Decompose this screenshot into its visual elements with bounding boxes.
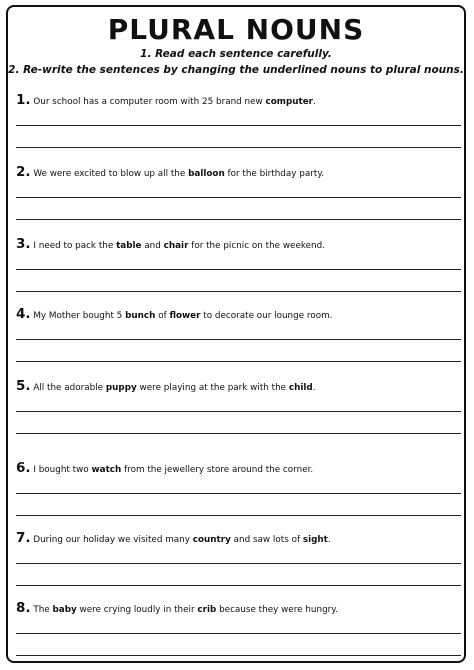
question-2 [16, 163, 461, 223]
sentence-text: because they were hungry. [216, 605, 339, 615]
sentence-text: of [155, 311, 170, 321]
answer-line[interactable] [16, 147, 461, 148]
answer-line[interactable] [16, 585, 461, 586]
question-1 [16, 91, 461, 151]
question-sentence [16, 377, 461, 397]
answer-line[interactable] [16, 361, 461, 362]
question-sentence [16, 459, 461, 479]
target-noun: table [116, 241, 142, 251]
question-8 [16, 599, 461, 659]
sentence-text: I bought two [30, 465, 92, 475]
question-number: 3. [16, 236, 31, 252]
sentence-text: and saw lots of [230, 535, 303, 545]
question-4 [16, 305, 461, 365]
question-sentence [16, 529, 461, 549]
sentence-text: I need to pack the [30, 241, 117, 251]
target-noun: flower [169, 311, 201, 321]
worksheet [6, 5, 466, 663]
question-sentence [16, 91, 461, 111]
sentence-text: During our holiday we visited many [30, 535, 193, 545]
question-number: 4. [16, 306, 31, 322]
instruction-1: 1. Read each sentence carefully. [140, 48, 332, 60]
instruction-2: 2. Re-write the sentences by changing the underlined nouns to plural nouns. [8, 64, 464, 76]
answer-line[interactable] [16, 433, 461, 434]
target-noun: puppy [105, 383, 137, 393]
answer-line[interactable] [16, 291, 461, 292]
target-noun: child [288, 383, 313, 393]
question-number: 7. [16, 530, 31, 546]
question-number: 8. [16, 600, 31, 616]
question-sentence [16, 235, 461, 255]
answer-line[interactable] [16, 197, 461, 198]
answer-line[interactable] [16, 411, 461, 412]
question-number: 1. [16, 92, 31, 108]
question-5 [16, 377, 461, 437]
target-noun: country [192, 535, 231, 545]
answer-line[interactable] [16, 563, 461, 564]
target-noun: chair [163, 241, 189, 251]
sentence-text: Our school has a computer room with 25 brand new [30, 97, 266, 107]
question-3 [16, 235, 461, 295]
sentence-text: and [141, 241, 164, 251]
target-noun: watch [91, 465, 122, 475]
answer-line[interactable] [16, 493, 461, 494]
sentence-text: The [30, 605, 53, 615]
target-noun: balloon [188, 169, 225, 179]
sentence-text: . [327, 535, 331, 545]
sentence-text: from the jewellery store around the corner. [121, 465, 314, 475]
answer-line[interactable] [16, 515, 461, 516]
target-noun: sight [302, 535, 328, 545]
question-sentence [16, 305, 461, 325]
answer-line[interactable] [16, 633, 461, 634]
target-noun: crib [197, 605, 217, 615]
answer-line[interactable] [16, 219, 461, 220]
sentence-text: All the adorable [30, 383, 106, 393]
question-sentence [16, 599, 461, 619]
sentence-text: . [313, 97, 316, 107]
answer-line[interactable] [16, 125, 461, 126]
sentence-text: were crying loudly in their [76, 605, 198, 615]
sentence-text: for the birthday party. [224, 169, 325, 179]
target-noun: bunch [125, 311, 156, 321]
sentence-text: to decorate our lounge room. [200, 311, 333, 321]
target-noun: baby [52, 605, 77, 615]
sentence-text: My Mother bought 5 [30, 311, 126, 321]
worksheet-title: PLURAL NOUNS [107, 13, 365, 46]
question-number: 2. [16, 164, 31, 180]
sentence-text: We were excited to blow up all the [30, 169, 189, 179]
answer-line[interactable] [16, 269, 461, 270]
sentence-text: were playing at the park with the [136, 383, 289, 393]
sentence-text: . [312, 383, 316, 393]
question-sentence [16, 163, 461, 183]
question-7 [16, 529, 461, 589]
sentence-text: for the picnic on the weekend. [188, 241, 326, 251]
question-6 [16, 459, 461, 519]
question-number: 5. [16, 378, 31, 394]
question-number: 6. [16, 460, 31, 476]
answer-line[interactable] [16, 339, 461, 340]
answer-line[interactable] [16, 655, 461, 656]
target-noun: computer [265, 97, 314, 107]
